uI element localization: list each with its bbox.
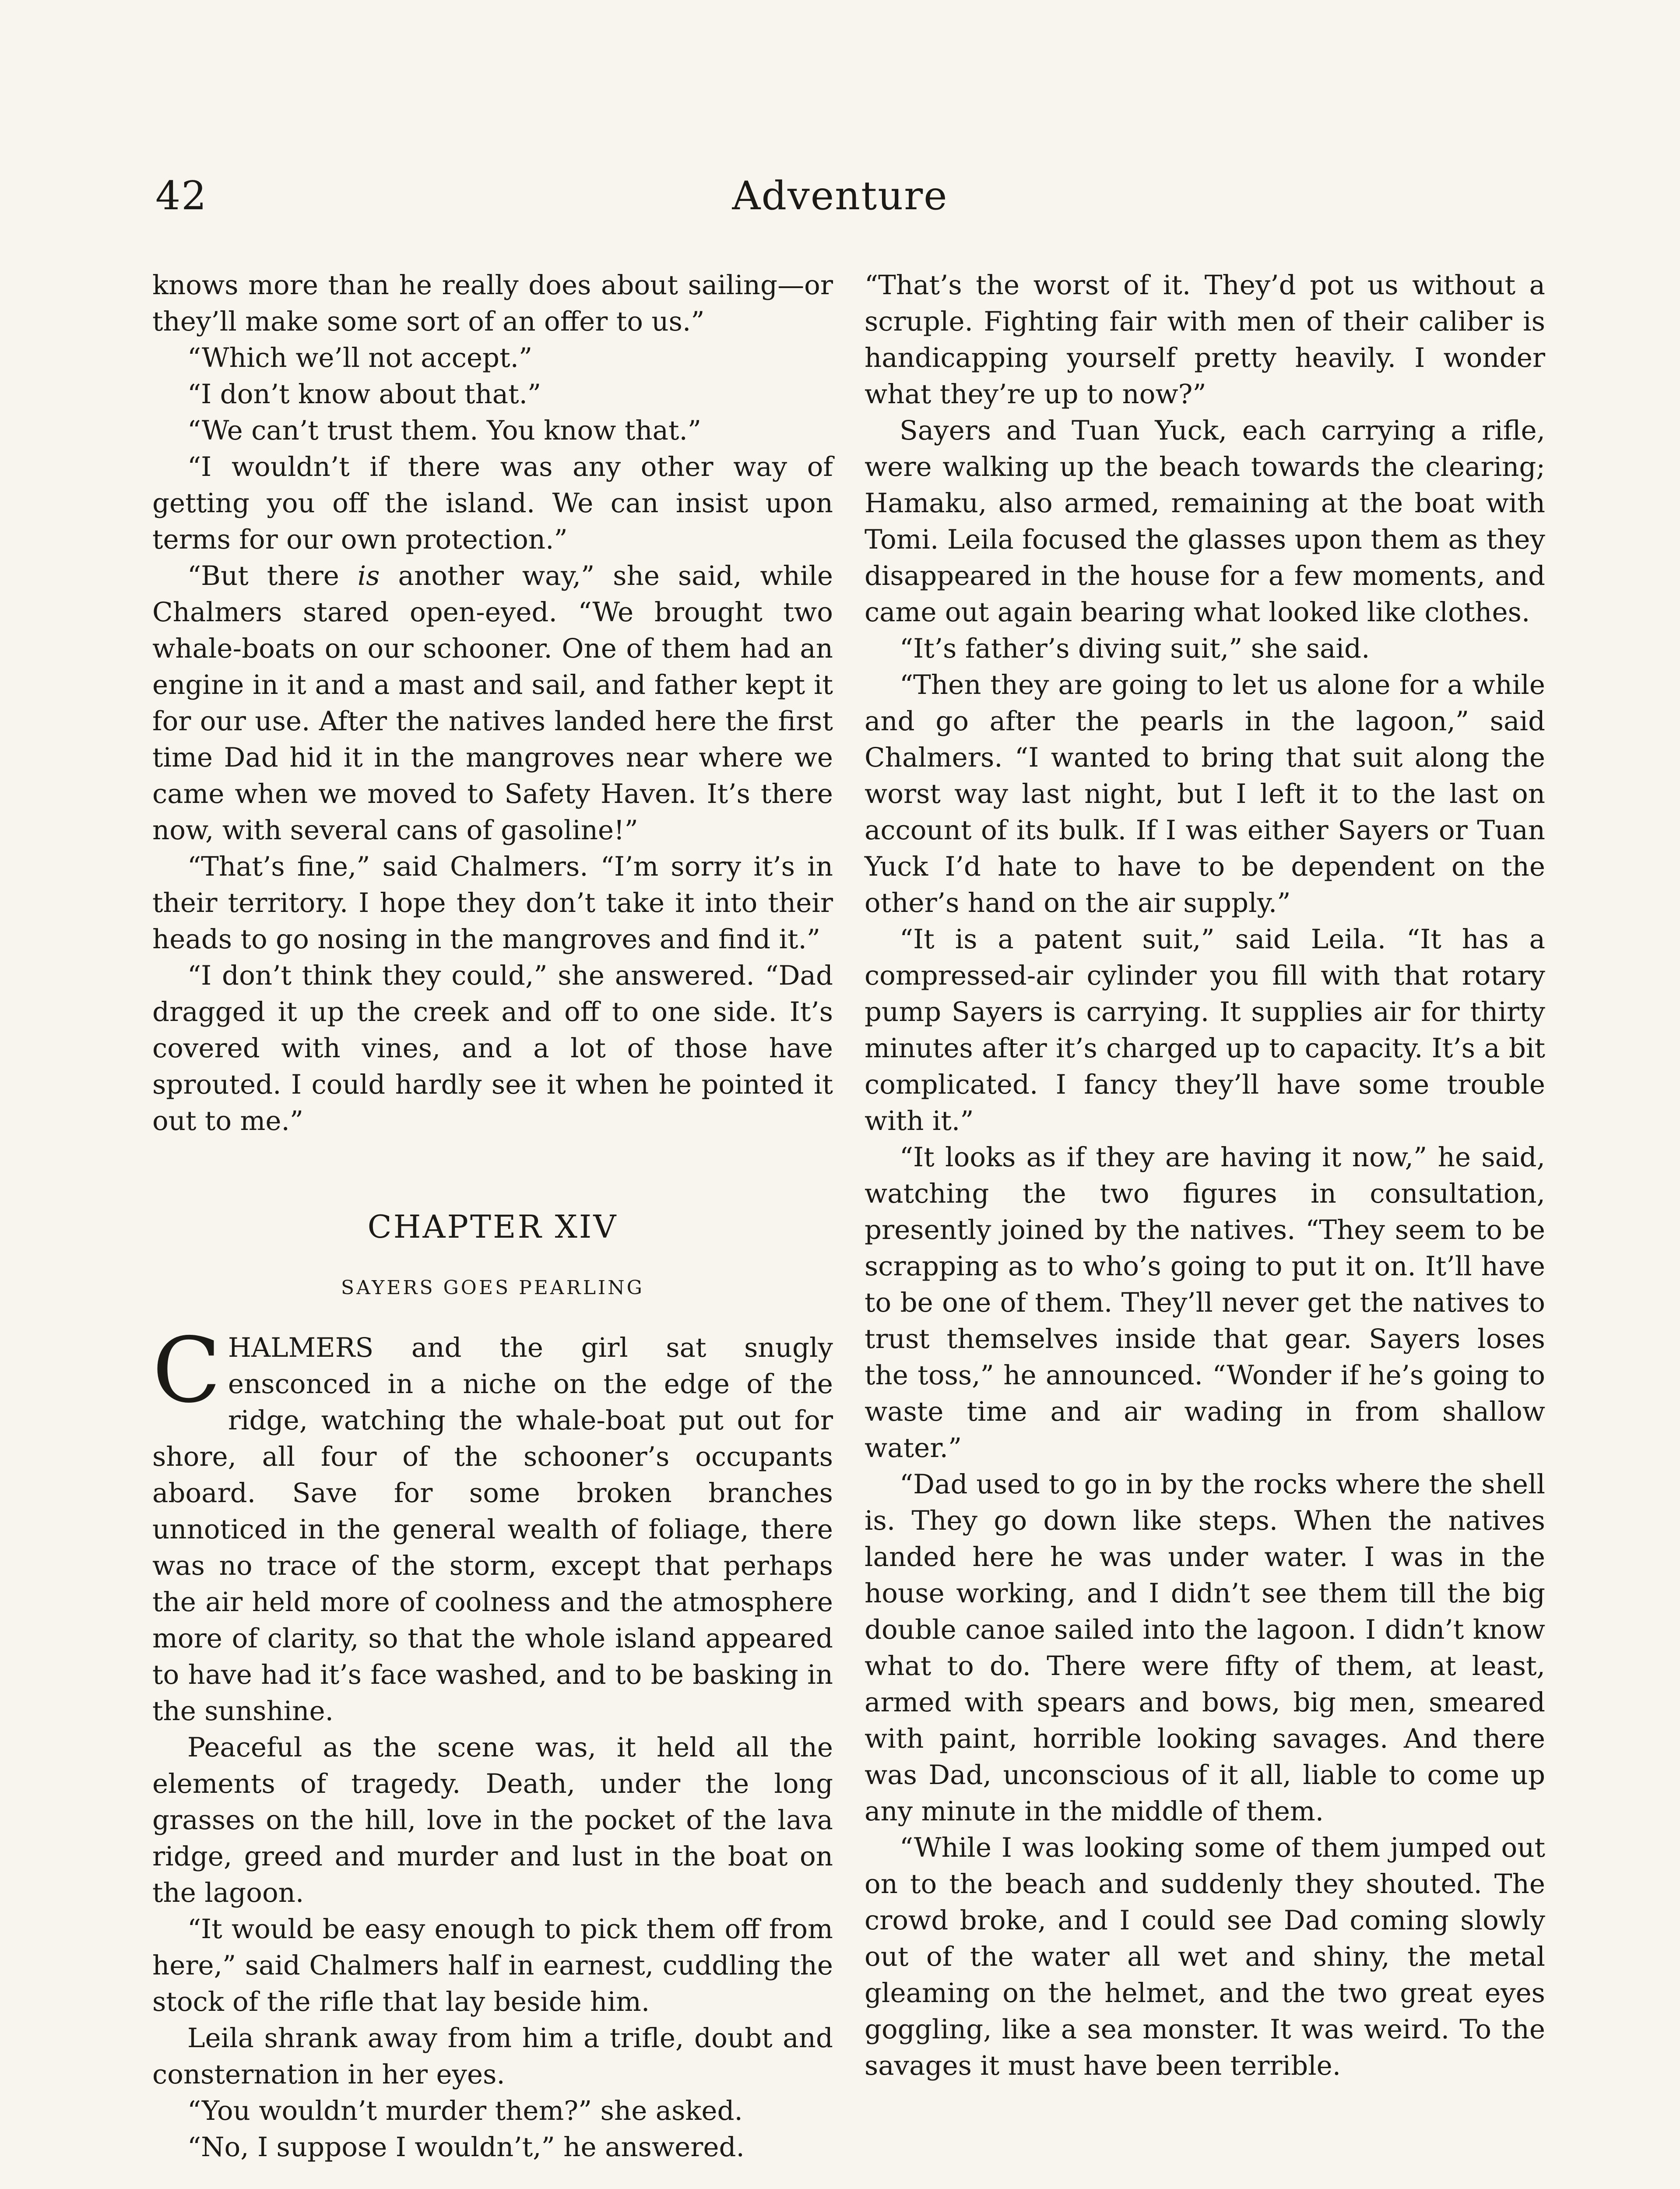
running-title: Adventure: [732, 173, 948, 219]
text-run: HALMERS and the girl sat snugly ensconced in a niche on the edge of the ridge, watching the whale-boat put out for shore, all four of the schooner’s occupants aboard. Save for some broken branches unnoticed in the general wealth of foliage, there was no trace of the storm, except that perhaps the air held more of coolness and the atmosphere more of clarity, so that the whole island appeared to have had it’s face washed, and to be basking in the sunshine.: [152, 1332, 833, 1727]
paragraph: “Dad used to go in by the rocks where the shell is. They go down like steps. When the natives landed here he was under water. I was in the house working, and I didn’t see them till the big double canoe sailed into the lagoon. I didn’t know what to do. There were fifty of them, at least, armed with spears and bows, big men, smeared with paint, horrible looking savages. And there was Dad, unconscious of it all, liable to come up any minute in the middle of them.: [865, 1469, 1545, 1827]
paragraph: “I don’t think they could,” she answered. “Dad dragged it up the creek and off to one side. It’s covered with vines, and a lot of those have sprouted. I could hardly see it when he pointed it out to me.”: [152, 960, 833, 1137]
page-header: [0, 173, 1680, 234]
paragraph: Leila shrank away from him a trifle, doubt and consternation in her eyes.: [152, 2023, 833, 2090]
paragraph: “While I was looking some of them jumped out on to the beach and suddenly they shouted. The crowd broke, and I could see Dad coming slowly out of the water all wet and shiny, the metal gleaming on the helmet, and the two great eyes goggling, like a sea monster. It was weird. To the savages it must have been terrible.: [865, 1832, 1545, 2081]
paragraph: Sayers and Tuan Yuck, each carrying a rifle, were walking up the beach towards the clearing; Hamaku, also armed, remaining at the boat with Tomi. Leila focused the glasses upon them as they disappeared in the house for a few moments, and came out again bearing what looked like clothes.: [865, 415, 1545, 628]
page-number: 42: [155, 173, 207, 219]
emphasis: is: [357, 560, 380, 591]
paragraph: “It would be easy enough to pick them off from here,” said Chalmers half in earnest, cuddling the stock of the rifle that lay beside him.: [152, 1914, 833, 2017]
chapter-opening-paragraph: [152, 1319, 833, 1729]
drop-cap: C: [152, 1319, 221, 1423]
paragraph: [152, 558, 833, 848]
paragraph: “No, I suppose I wouldn’t,” he answered.: [187, 2132, 745, 2163]
paragraph: “It’s father’s diving suit,” she said.: [900, 633, 1370, 664]
paragraph: “That’s fine,” said Chalmers. “I’m sorry it’s in their territory. I hope they don’t take it into their heads to go nosing in the mangroves and find it.”: [152, 851, 833, 955]
paragraph: “We can’t trust them. You know that.”: [187, 415, 702, 446]
paragraph: “Which we’ll not accept.”: [187, 342, 533, 373]
paragraph: “I wouldn’t if there was any other way of getting you off the island. We can insist upon terms for our own protection.”: [152, 451, 833, 555]
right-column: [865, 267, 1545, 2084]
paragraph: knows more than he really does about sailing—or they’ll make some sort of an offer to us.”: [152, 270, 833, 337]
paragraph: “That’s the worst of it. They’d pot us without a scruple. Fighting fair with men of their caliber is handicapping yourself pretty heavily. I wonder what they’re up to now?”: [865, 270, 1545, 410]
paragraph: “I don’t know about that.”: [187, 379, 541, 410]
paragraph: “It looks as if they are having it now,” he said, watching the two figures in consultation, presently joined by the natives. “They seem to be scrapping as to who’s going to put it on. It’ll have to be one of them. They’ll never get the natives to trust themselves inside that gear. Sayers loses the toss,” he announced. “Wonder if he’s going to waste time and air wading in from shallow water.”: [865, 1142, 1545, 1464]
paragraph: “You wouldn’t murder them?” she asked.: [187, 2095, 743, 2126]
text-run: “But there: [187, 560, 358, 591]
chapter-heading: CHAPTER XIV: [367, 1208, 618, 1245]
paragraph: “It is a patent suit,” said Leila. “It has a compressed-air cylinder you fill with that rotary pump Sayers is carrying. It supplies air for thirty minutes after it’s charged up to capacity. It’s a bit complicated. I fancy they’ll have some trouble with it.”: [865, 924, 1545, 1137]
text-run: another way,” she said, while Chalmers stared open-eyed. “We brought two whale-boats on our schooner. One of them had an engine in it and a mast and sail, and father kept it for our use. After the natives landed here the first time Dad hid it in the mangroves near where we came when we moved to Safety Haven. It’s there now, with several cans of gasoline!”: [152, 560, 833, 846]
left-column: [152, 267, 833, 2165]
chapter-subtitle: SAYERS GOES PEARLING: [341, 1277, 644, 1299]
paragraph: Peaceful as the scene was, it held all the elements of tragedy. Death, under the long grasses on the hill, love in the pocket of the lava ridge, greed and murder and lust in the boat on the lagoon.: [152, 1732, 833, 1908]
paragraph: “Then they are going to let us alone for a while and go after the pearls in the lagoon,” said Chalmers. “I wanted to bring that suit along the worst way last night, but I left it to the last on account of its bulk. If I was either Sayers or Tuan Yuck I’d hate to have to be dependent on the other’s hand on the air supply.”: [865, 669, 1545, 919]
